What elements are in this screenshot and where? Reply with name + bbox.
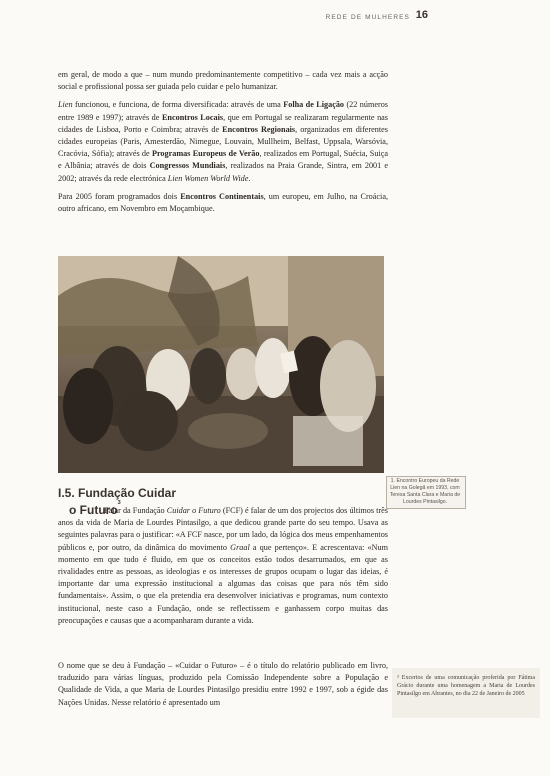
paragraph-4: Falar da Fundação Cuidar o Futuro (FCF) é falar de um dos projectos dos últimos três anos da vida de Maria de Lourdes Pintasilgo, a que dedicou grande parte do seu tempo. Usava as seguintes palavras para o justificar: «A FCF nasce, por um lado, da lógica dos meus empenhamentos públicos e, por outro, da dinâmica do movimento Graal a que pertenço». E acrescentava: «Num momento em que tudo é fluido, em que os conceitos estão todos desarrumados, em que as rivalidades entre as pessoas, as ideologias e os interesses de grupos ocupam o lugar das ideias, é importante dar uma expressão institucional a algumas das coisas que para nós têm sido fundamentais». Assim, o que ela pretendia era desenvolver iniciativas e programas, num contexto institucional, neste caso a Fundação, onde se reflectissem e ganhassem corpo muitas das preocupações e causas que a acompanharam durante a vida. (58, 506, 389, 625)
body-text-top (58, 69, 388, 221)
section-heading: I.5. Fundação Cuidar (58, 486, 177, 500)
paragraph-5: O nome que se deu à Fundação – «Cuidar o Futuro» – é o título do relatório publicado em livro, traduzido para várias línguas, produzido pela Comissão Independente sobre a População e Qualidade de Vida, a que Maria de Lourdes Pintasilgo presidiu entre 1992 e 1997, sob a égide das Nações Unidas. Nesse relatório é apresentado um (58, 661, 388, 707)
running-header: REDE DE MULHERES (325, 14, 410, 21)
paragraph-2: Lien funcionou, e funciona, de forma diversificada: através de uma Folha de Ligação (22 números entre 1989 e 1997); através de Encontros Locais, que em Portugal se realizaram regularmente nas cidades de Lisboa, Porto e Coimbra; através de Encontros Regionais, organizados em diferentes cidades europeias (Paris, Amesterdão, Nimegue, Louvain, Mullheim, Belfast, Uppsala, Warsóvia, Cracóvia, Sófia); através de Programas Europeus de Verão, realizados em Portugal, Suécia, Suiça e Albânia; através de dois Congressos Mundiais, realizados na Praia Grande, Sintra, em 2001 e 2002; através da rede electrónica Lien Women World Wide. (58, 100, 388, 183)
footnote: ³ Excertos de uma comunicação proferida por Fátima Grácio durante uma homenagem a Maria de Lourdes Pintasilgo em Abrantes, no dia 22 de Janeiro de 2005 (397, 675, 535, 697)
group-meeting-photo (58, 256, 384, 473)
photo-caption: 1. Encontro Europeu da Rede Lien na Golegã em 1993, com Teresa Santa Clara e Maria de Lourdes Pintasilgo. (389, 478, 461, 505)
section-heading-cont: o Futuro$^3$ (69, 500, 121, 517)
body-text-bottom (58, 660, 388, 715)
page-number: 16 (415, 9, 428, 21)
body-text-section (58, 500, 389, 633)
paragraph-3: Para 2005 foram programados dois Encontros Continentais, um europeu, em Julho, na Croácia, outro africano, em Novembro em Moçambique. (58, 191, 389, 214)
photo-illustration (58, 256, 384, 473)
footnote-ref: 3 (117, 500, 121, 506)
paragraph-1: em geral, de modo a que – num mundo predominantemente competitivo – cada vez mais a acção social e profissional possa ser guiada pelo cuidar e pelo humanizar. (58, 70, 388, 92)
